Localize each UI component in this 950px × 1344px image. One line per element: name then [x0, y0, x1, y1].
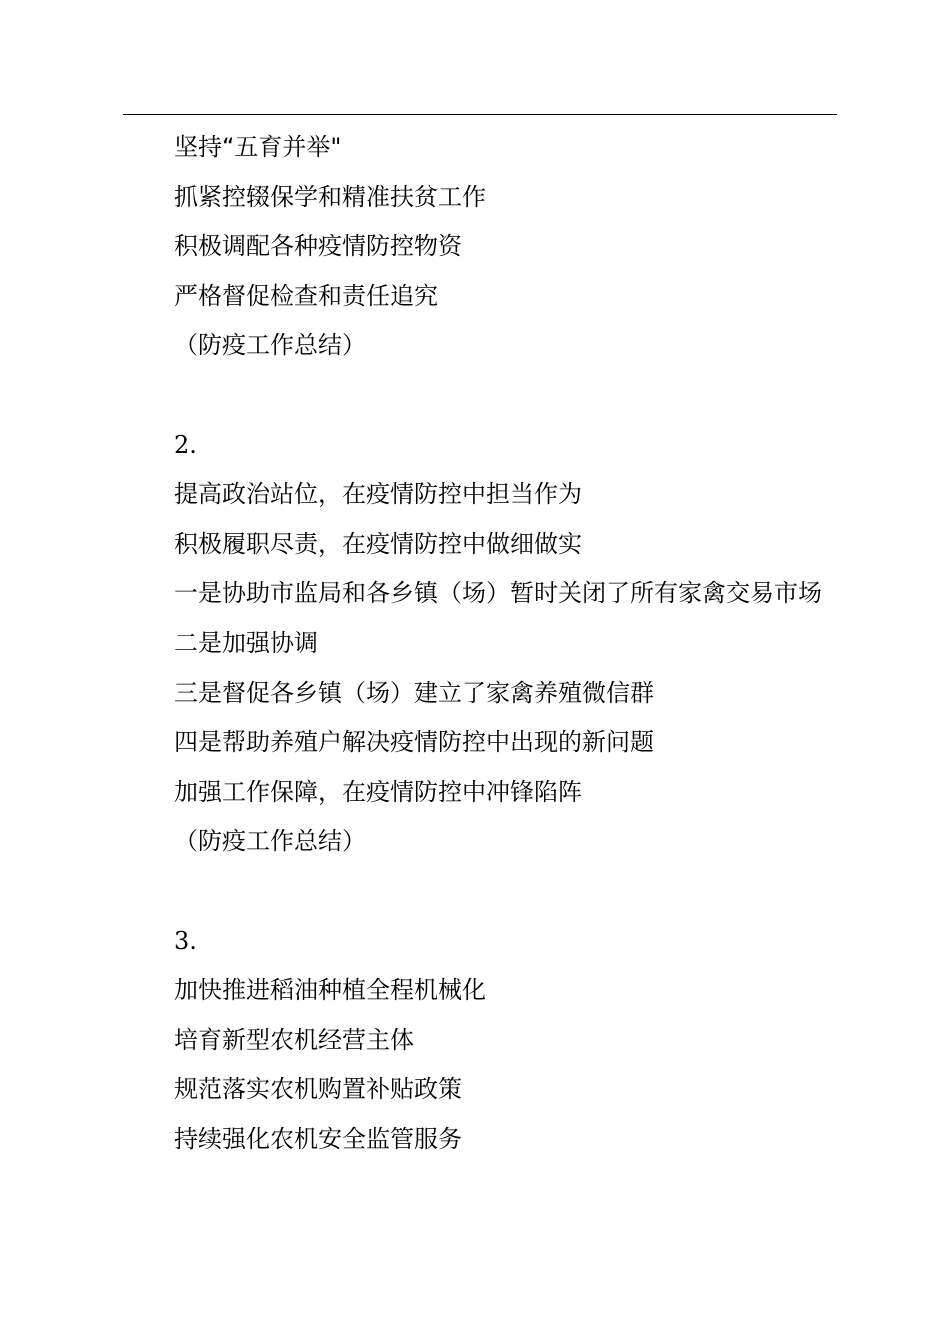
- text-line: 四是帮助养殖户解决疫情防控中出现的新问题: [174, 728, 654, 757]
- text-line: 积极调配各种疫情防控物资: [174, 232, 462, 261]
- section-number: 2.: [174, 430, 197, 459]
- text-line: 加快推进稻油种植全程机械化: [174, 976, 486, 1005]
- text-line: （防疫工作总结）: [174, 331, 366, 360]
- text-line: 严格督促检查和责任追究: [174, 281, 438, 310]
- text-line: 坚持“五育并举": [174, 133, 342, 161]
- section-number: 3.: [174, 926, 197, 955]
- text-line: 培育新型农机经营主体: [174, 1025, 414, 1054]
- text-line: 持续强化农机安全监管服务: [174, 1124, 462, 1153]
- section-3: [123, 917, 837, 1165]
- text-line: 提高政治站位，在疫情防控中担当作为: [174, 480, 582, 509]
- document-body: [123, 123, 837, 1164]
- text-line: 二是加强协调: [174, 628, 318, 657]
- text-line: 三是督促各乡镇（场）建立了家禽养殖微信群: [174, 678, 654, 707]
- blank-line: [123, 867, 837, 917]
- text-line: 一是协助市监局和各乡镇（场）暂时关闭了所有家禽交易市场: [174, 579, 822, 608]
- blank-line: [123, 371, 837, 421]
- text-line: 规范落实农机购置补贴政策: [174, 1075, 462, 1104]
- header-rule: [123, 114, 837, 115]
- text-line: 加强工作保障，在疫情防控中冲锋陷阵: [174, 777, 582, 806]
- text-line: （防疫工作总结）: [174, 827, 366, 856]
- text-line: 抓紧控辍保学和精准扶贫工作: [174, 182, 486, 211]
- text-line: 积极履职尽责，在疫情防控中做细做实: [174, 529, 582, 558]
- section-2: [123, 421, 837, 867]
- section-1: [123, 123, 837, 371]
